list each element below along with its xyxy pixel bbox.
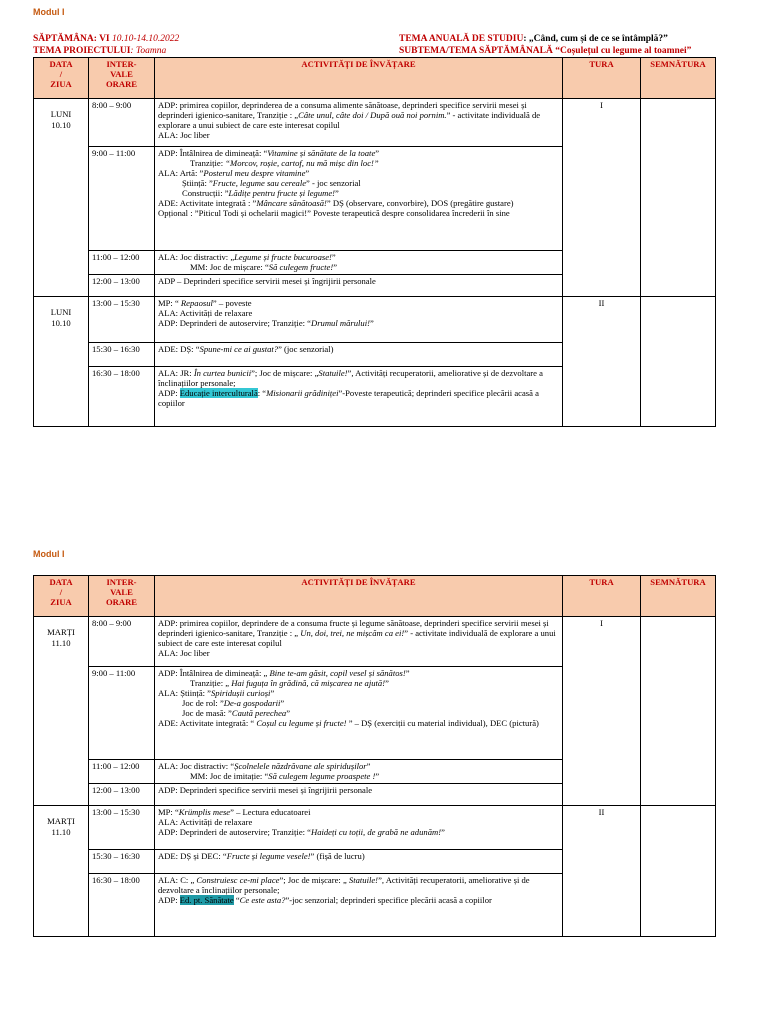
activity-cell: MP: “ Repaosul” – poveste ALA: Activități de relaxare ADP: Deprinderi de autoservire; Tranziție: “Drumul mărului!” xyxy=(155,297,563,343)
table-header-row xyxy=(34,58,716,99)
time-cell: 9:00 – 11:00 xyxy=(89,147,155,251)
activity-cell: ALA: Joc distractiv: „Legume și fructe bucuroase!” MM: Joc de mișcare: “Să culegem fructe!” xyxy=(155,251,563,275)
activity-cell: ADP: Întâlnirea de dimineață: “Vitamine și sănătate de la toate” Tranziție: “Morcov, roșie, cartof, nu mă mișc din loc!” ALA: Artă: ”Posterul meu despre vitamine” Știință: ”Fructe, legume sau cereale” - joc senzorial Construcții: ”Lădițe pentru fructe și legume!” ADE: Activitate integrată : ”Mâncare sănătoasă!” DȘ (observare, convorbire), DOS (pregătire gustare) Opțional : ”Piticul Todi și ochelarii magici!” Poveste terapeutică despre consolidarea încrederii în sine xyxy=(155,147,563,251)
signature-cell xyxy=(641,617,716,806)
time-cell: 8:00 – 9:00 xyxy=(89,99,155,147)
time-cell: 13:00 – 15:30 xyxy=(89,297,155,343)
time-cell: 13:00 – 15:30 xyxy=(89,806,155,850)
activity-cell: MP: “Krümplis mese” – Lectura educatoarei ALA: Activități de relaxare ADP: Deprinderi de autoservire; Tranziție: “Haideți cu toții, de grabă ne adunăm!” xyxy=(155,806,563,850)
annual-theme-value: : „Când, cum și de ce se întâmplă?” xyxy=(523,34,668,44)
time-cell: 15:30 – 16:30 xyxy=(89,850,155,874)
col-shift: TURA xyxy=(563,58,641,99)
day-cell: MARȚI 11.10 xyxy=(34,617,89,806)
shift-cell: I xyxy=(563,617,641,806)
signature-cell xyxy=(641,806,716,937)
header-row-1 xyxy=(33,33,728,45)
activity-cell: ADP: Întâlnirea de dimineață: „ Bine te-am găsit, copil vesel și sănătos!” Tranziție: „ Hai fuguța în grădină, că mișcarea ne ajută!” ALA: Știință: ”Spiridușii curioși” Joc de rol: ”De-a gospodarii” Joc de masă: ”Caută perechea” ADE: Activitate integrată: “ Coșul cu legume și fructe! ” – DȘ (exerciții cu material individual), DEC (pictură) xyxy=(155,667,563,760)
col-signature: SEMNĂTURA xyxy=(641,576,716,617)
highlighted-text: Ed. pt. Sănătate xyxy=(179,895,234,905)
project-label: TEMA PROIECTULUI xyxy=(33,46,131,56)
time-cell: 9:00 – 11:00 xyxy=(89,667,155,760)
week-dates: 10.10-14.10.2022 xyxy=(112,34,180,44)
col-time: INTER- VALE ORARE xyxy=(89,58,155,99)
activity-cell: ALA: JR: În curtea bunicii”; Joc de mișcare: „Statuile!”, Activități recuperatorii, ameliorative și de dezvoltare a înclinațiilor personale; ADP: Educație interculturală: “Misionarii grădiniței”-Poveste terapeutică; deprinderi specifice plecării acasă a copiilor xyxy=(155,367,563,427)
time-cell: 12:00 – 13:00 xyxy=(89,784,155,806)
module-label: Modul I xyxy=(33,7,65,17)
subtheme-value: “Coșulețul cu legume al toamnei” xyxy=(555,46,692,56)
subtheme-label: SUBTEMA/TEMA SĂPTĂMÂNALĂ xyxy=(399,46,553,56)
weekly-plan-table-tuesday xyxy=(33,575,716,937)
table-header-row xyxy=(34,576,716,617)
col-shift: TURA xyxy=(563,576,641,617)
shift-cell: I xyxy=(563,99,641,297)
signature-cell xyxy=(641,99,716,297)
time-cell: 12:00 – 13:00 xyxy=(89,275,155,297)
activity-cell: ADE: DȘ și DEC: “Fructe și legume vesele!” (fișă de lucru) xyxy=(155,850,563,874)
col-day: DATA / ZIUA xyxy=(34,58,89,99)
weekly-plan-table-monday xyxy=(33,57,716,427)
time-cell: 11:00 – 12:00 xyxy=(89,760,155,784)
day-cell: LUNI 10.10 xyxy=(34,99,89,297)
project-value: : Toamna xyxy=(130,46,167,56)
day-cell: MARȚI 11.10 xyxy=(34,806,89,937)
shift-cell: II xyxy=(563,297,641,427)
highlighted-text: Educație interculturală xyxy=(179,388,258,398)
time-cell: 8:00 – 9:00 xyxy=(89,617,155,667)
week-label: SĂPTĂMÂNA xyxy=(33,34,94,44)
activity-cell: ADE: DȘ: “Spune-mi ce ai gustat?” (joc senzorial) xyxy=(155,343,563,367)
time-cell: 16:30 – 18:00 xyxy=(89,367,155,427)
col-activities: ACTIVITĂȚI DE ÎNVĂȚARE xyxy=(155,576,563,617)
table-row xyxy=(34,806,716,850)
table-row xyxy=(34,99,716,147)
col-time: INTER- VALE ORARE xyxy=(89,576,155,617)
signature-cell xyxy=(641,297,716,427)
col-day: DATA / ZIUA xyxy=(34,576,89,617)
col-activities: ACTIVITĂȚI DE ÎNVĂȚARE xyxy=(155,58,563,99)
activity-cell: ADP: primirea copiilor, deprindere de a consuma fructe și legume sănătoase, deprinderi specifice servirii mesei și deprinderi igienico-sanitare, Tranziție : „ Un, doi, trei, ne mișcăm ca ei!” - activitate individuală de explorare a unui subiect de care este interesat copilul ALA: Joc liber xyxy=(155,617,563,667)
annual-theme-label: TEMA ANUALĂ DE STUDIU xyxy=(399,34,524,44)
activity-cell: ALA: C: „ Construiesc ce-mi place”; Joc de mișcare: „ Statuile!”, Activități recuperatorii, ameliorative și de dezvoltare a înclinațiilor personale; ADP: Ed. pt. Sănătate “Ce este asta?”-joc senzorial; deprinderi specifice plecării acasă a copiilor xyxy=(155,874,563,937)
table-row xyxy=(34,617,716,667)
shift-cell: II xyxy=(563,806,641,937)
time-cell: 15:30 – 16:30 xyxy=(89,343,155,367)
week-value: : VI xyxy=(93,34,110,44)
day-cell: LUNI 10.10 xyxy=(34,297,89,427)
activity-cell: ADP – Deprinderi specifice servirii mesei și îngrijirii personale xyxy=(155,275,563,297)
header-row-2 xyxy=(33,45,728,57)
activity-cell: ALA: Joc distractiv: “Școlnelele năzdrăvane ale spiridușilor” MM: Joc de imitație: “Să culegem legume proaspete !” xyxy=(155,760,563,784)
module-label: Modul I xyxy=(33,549,65,559)
time-cell: 11:00 – 12:00 xyxy=(89,251,155,275)
time-cell: 16:30 – 18:00 xyxy=(89,874,155,937)
activity-cell: ADP: primirea copiilor, deprinderea de a consuma alimente sănătoase, deprinderi specifice servirii mesei și deprinderi igienico-sanitare, Tranziție : „Câte unul, câte doi / După ouă noi pornim.” - activitate individuală de explorare a unui subiect de care este interesat copilul ALA: Joc liber xyxy=(155,99,563,147)
activity-cell: ADP: Deprinderi specifice servirii mesei și îngrijirii personale xyxy=(155,784,563,806)
table-row xyxy=(34,297,716,343)
col-signature: SEMNĂTURA xyxy=(641,58,716,99)
